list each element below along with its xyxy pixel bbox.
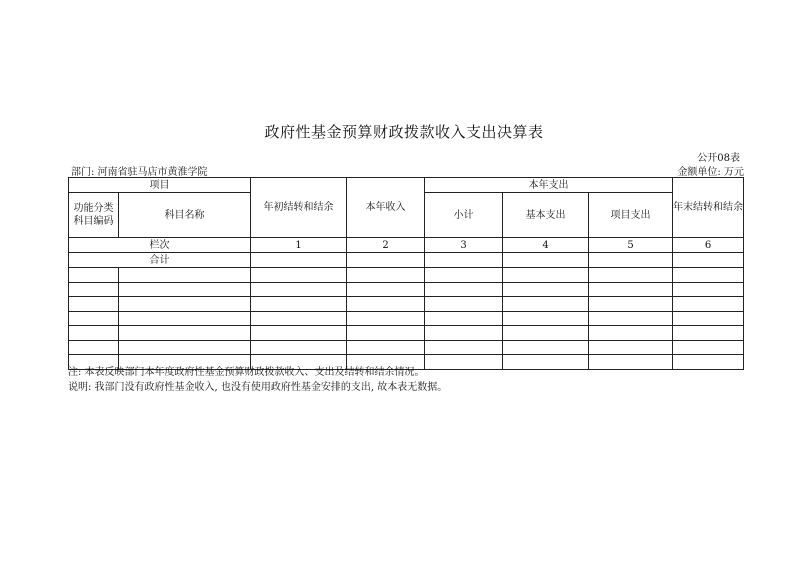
- amount-unit-label: 金额单位: 万元: [677, 167, 744, 178]
- table-row: [69, 297, 744, 312]
- table-row: [69, 340, 744, 355]
- table-cell: [119, 282, 251, 297]
- header-item: 项目: [69, 178, 251, 193]
- table-cell: [69, 311, 119, 326]
- header-begin-balance: 年初结转和结余: [251, 178, 347, 238]
- form-number: 公开08表: [697, 153, 740, 164]
- header-row-1: [69, 178, 744, 193]
- header-end-balance: 年末结转和结余: [673, 178, 744, 238]
- table-row: [69, 326, 744, 341]
- page-title: 政府性基金预算财政拨款收入支出决算表: [264, 123, 544, 141]
- table-cell: [425, 340, 503, 355]
- table-cell: [251, 297, 347, 312]
- table-cell: [589, 311, 673, 326]
- table-cell: [69, 297, 119, 312]
- table-cell: [673, 282, 744, 297]
- table-cell: [425, 253, 503, 268]
- table-cell: [251, 282, 347, 297]
- table-cell: [347, 311, 425, 326]
- header-income: 本年收入: [347, 178, 425, 238]
- table-cell: [589, 268, 673, 283]
- table-cell: [673, 355, 744, 370]
- col-number: 5: [589, 238, 673, 253]
- header-basic: 基本支出: [503, 193, 589, 238]
- table-cell: [425, 268, 503, 283]
- table-cell: [119, 326, 251, 341]
- table-cell: [589, 355, 673, 370]
- table-cell: [503, 253, 589, 268]
- col-number: 3: [425, 238, 503, 253]
- table-cell: [347, 253, 425, 268]
- table-cell: [503, 297, 589, 312]
- header-expenditure: 本年支出: [425, 178, 673, 193]
- budget-table: [68, 177, 744, 370]
- table-explanation: 说明: 我部门没有政府性基金收入, 也没有使用政府性基金安排的支出, 故本表无数据。: [68, 382, 448, 393]
- table-row: [69, 268, 744, 283]
- table-cell: [425, 326, 503, 341]
- header-subject-name: 科目名称: [119, 193, 251, 238]
- table-cell: [425, 282, 503, 297]
- table-cell: [589, 253, 673, 268]
- table-cell: [347, 326, 425, 341]
- table-cell: [503, 268, 589, 283]
- table-cell: [425, 355, 503, 370]
- table-cell: [69, 268, 119, 283]
- table-cell: [589, 340, 673, 355]
- table-cell: [251, 326, 347, 341]
- table-cell: [673, 297, 744, 312]
- table-cell: [347, 268, 425, 283]
- table-cell: [673, 253, 744, 268]
- header-project: 项目支出: [589, 193, 673, 238]
- col-number: 2: [347, 238, 425, 253]
- table-cell: [589, 297, 673, 312]
- table-cell: [503, 355, 589, 370]
- table-cell: [119, 297, 251, 312]
- header-func-code: 功能分类科目编码: [69, 193, 119, 238]
- table-cell: [503, 326, 589, 341]
- table-cell: [425, 311, 503, 326]
- table-cell: [673, 311, 744, 326]
- table-cell: [673, 268, 744, 283]
- table-row: [69, 311, 744, 326]
- table-cell: [251, 340, 347, 355]
- table-cell: [251, 268, 347, 283]
- table-cell: [347, 282, 425, 297]
- table-cell: [589, 326, 673, 341]
- column-number-row: [69, 238, 744, 253]
- table-cell: [673, 326, 744, 341]
- table-cell: [503, 282, 589, 297]
- total-row: [69, 253, 744, 268]
- table-cell: [119, 268, 251, 283]
- table-cell: [119, 311, 251, 326]
- col-number: 1: [251, 238, 347, 253]
- table-cell: [69, 340, 119, 355]
- table-cell: [69, 326, 119, 341]
- table-cell: [69, 282, 119, 297]
- table-cell: [251, 253, 347, 268]
- table-cell: [673, 340, 744, 355]
- table-cell: [347, 297, 425, 312]
- department-label: 部门: 河南省驻马店市黄淮学院: [71, 167, 208, 178]
- table-cell: [503, 311, 589, 326]
- table-cell: [425, 297, 503, 312]
- row-label-col: 栏次: [69, 238, 251, 253]
- table-cell: [251, 311, 347, 326]
- table-cell: [589, 282, 673, 297]
- total-label: 合计: [69, 253, 251, 268]
- table-cell: [347, 340, 425, 355]
- table-note: 注: 本表反映部门本年度政府性基金预算财政拨款收入、支出及结转和结余情况。: [68, 367, 425, 378]
- table-cell: [503, 340, 589, 355]
- header-subtotal: 小计: [425, 193, 503, 238]
- col-number: 4: [503, 238, 589, 253]
- col-number: 6: [673, 238, 744, 253]
- table-row: [69, 282, 744, 297]
- table-cell: [119, 340, 251, 355]
